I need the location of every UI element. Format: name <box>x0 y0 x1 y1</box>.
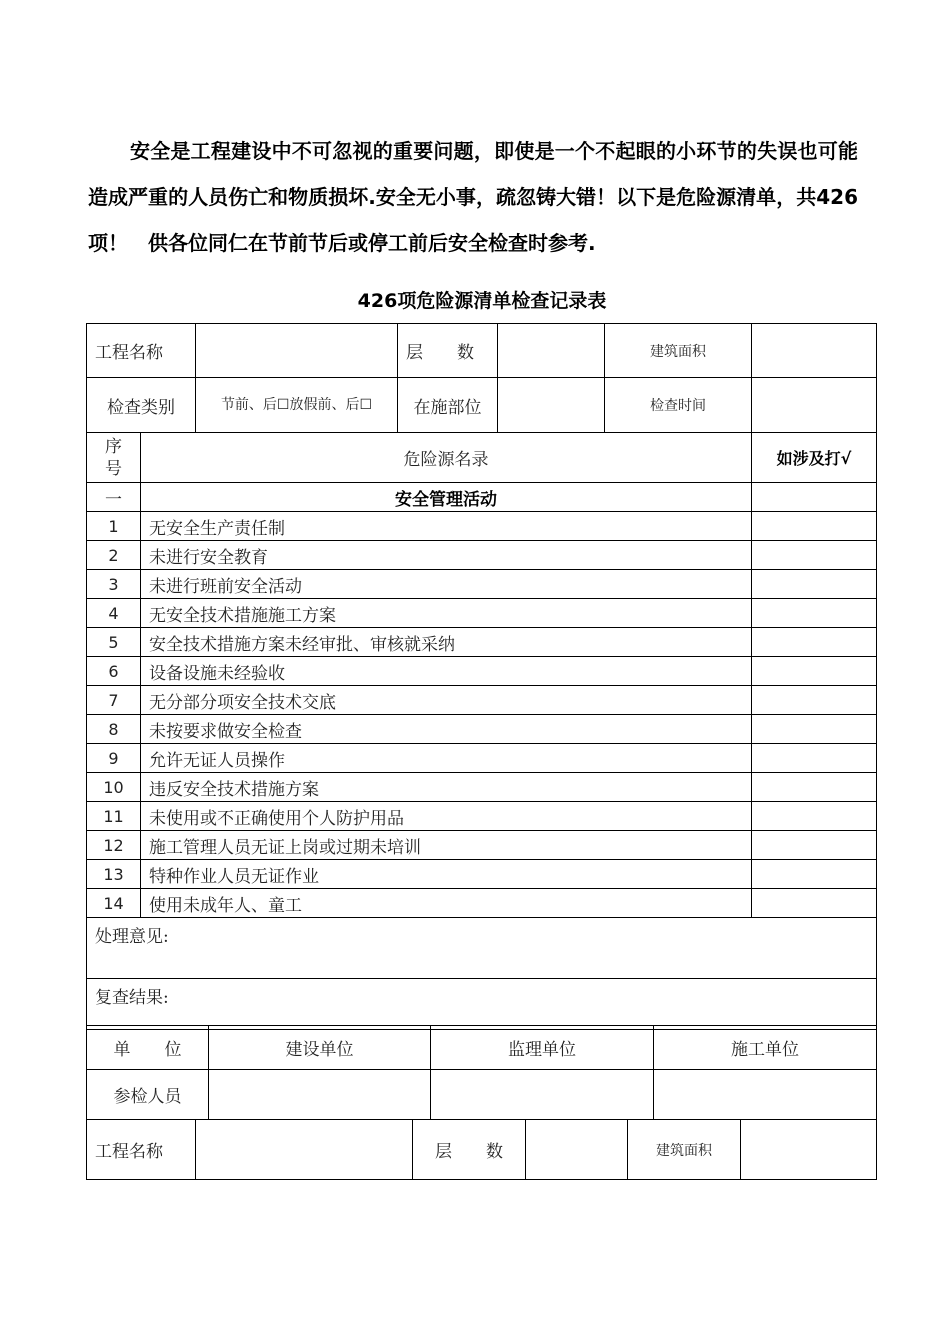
floors-field[interactable] <box>498 324 605 378</box>
contractor-inspector-field[interactable] <box>654 1070 877 1120</box>
floors-label: 层 数 <box>398 324 498 378</box>
item-mark-cell[interactable] <box>752 541 877 570</box>
item-text: 安全技术措施方案未经审批、审核就采纳 <box>141 628 752 657</box>
supervisor-label: 监理单位 <box>431 1026 654 1070</box>
table-row <box>87 860 877 889</box>
recheck-field[interactable]: 复查结果: <box>87 979 877 1030</box>
item-text: 未按要求做安全检查 <box>141 715 752 744</box>
owner-inspector-field[interactable] <box>209 1070 431 1120</box>
item-number: 3 <box>87 570 141 599</box>
mark-header: 如涉及打√ <box>752 433 877 483</box>
supervisor-inspector-field[interactable] <box>431 1070 654 1120</box>
item-mark-cell[interactable] <box>752 512 877 541</box>
intro-text: 安全是工程建设中不可忽视的重要问题，即使是一个不起眼的小环节的失误也可能造成严重的人员伤亡和物质损坏.安全无小事，疏忽铸大错！以下是危险源清单，共426项！ 供各位同仁在节前节后或停工前后安全检查时参考. <box>88 139 858 255</box>
table-row <box>87 570 877 599</box>
inspectors-label: 参检人员 <box>87 1070 209 1120</box>
bottom-floors-field[interactable] <box>526 1120 628 1180</box>
floor-area-label: 建筑面积 <box>605 324 752 378</box>
item-mark-cell[interactable] <box>752 860 877 889</box>
bottom-floor-area-label: 建筑面积 <box>628 1120 741 1180</box>
bottom-floor-area-field[interactable] <box>741 1120 877 1180</box>
item-number: 9 <box>87 744 141 773</box>
floor-area-field[interactable] <box>752 324 877 378</box>
units-table <box>86 1025 877 1120</box>
section-number: 一 <box>87 483 141 512</box>
construction-owner-label: 建设单位 <box>209 1026 431 1070</box>
table-row <box>87 889 877 918</box>
item-text: 设备设施未经验收 <box>141 657 752 686</box>
intro-paragraph <box>88 128 858 266</box>
item-mark-cell[interactable] <box>752 889 877 918</box>
check-time-field[interactable] <box>752 378 877 433</box>
item-mark-cell[interactable] <box>752 715 877 744</box>
item-text: 无安全生产责任制 <box>141 512 752 541</box>
hazard-table <box>86 432 877 1030</box>
item-mark-cell[interactable] <box>752 773 877 802</box>
section-name: 安全管理活动 <box>141 483 752 512</box>
item-mark-cell[interactable] <box>752 831 877 860</box>
item-mark-cell[interactable] <box>752 570 877 599</box>
table-row <box>87 599 877 628</box>
project-name-field[interactable] <box>196 324 398 378</box>
item-number: 2 <box>87 541 141 570</box>
item-text: 无安全技术措施施工方案 <box>141 599 752 628</box>
item-number: 5 <box>87 628 141 657</box>
item-mark-cell[interactable] <box>752 628 877 657</box>
table-row <box>87 686 877 715</box>
item-text: 违反安全技术措施方案 <box>141 773 752 802</box>
bottom-header-table <box>86 1119 877 1180</box>
contractor-label: 施工单位 <box>654 1026 877 1070</box>
item-number: 1 <box>87 512 141 541</box>
section-mark-cell[interactable] <box>752 483 877 512</box>
location-field[interactable] <box>498 378 605 433</box>
item-text: 未进行安全教育 <box>141 541 752 570</box>
item-mark-cell[interactable] <box>752 744 877 773</box>
item-text: 施工管理人员无证上岗或过期未培训 <box>141 831 752 860</box>
table-row <box>87 541 877 570</box>
item-mark-cell[interactable] <box>752 802 877 831</box>
item-text: 无分部分项安全技术交底 <box>141 686 752 715</box>
item-number: 11 <box>87 802 141 831</box>
table-row <box>87 657 877 686</box>
item-number: 8 <box>87 715 141 744</box>
item-text: 未进行班前安全活动 <box>141 570 752 599</box>
item-text: 未使用或不正确使用个人防护用品 <box>141 802 752 831</box>
check-type-label: 检查类别 <box>87 378 196 433</box>
opinion-field[interactable]: 处理意见: <box>87 918 877 979</box>
table-row <box>87 831 877 860</box>
bottom-floors-label: 层 数 <box>413 1120 526 1180</box>
name-header: 危险源名录 <box>141 433 752 483</box>
section-row <box>87 483 877 512</box>
form-title: 426项危险源清单检查记录表 <box>357 290 607 312</box>
table-row <box>87 628 877 657</box>
item-number: 6 <box>87 657 141 686</box>
check-time-label: 检查时间 <box>605 378 752 433</box>
item-text: 特种作业人员无证作业 <box>141 860 752 889</box>
item-number: 4 <box>87 599 141 628</box>
column-header-row <box>87 433 877 483</box>
item-number: 13 <box>87 860 141 889</box>
table-row <box>87 744 877 773</box>
item-mark-cell[interactable] <box>752 599 877 628</box>
table-row <box>87 512 877 541</box>
table-row <box>87 802 877 831</box>
bottom-project-name-field[interactable] <box>196 1120 413 1180</box>
bottom-project-name-label: 工程名称 <box>87 1120 196 1180</box>
header-table <box>86 323 877 433</box>
item-number: 10 <box>87 773 141 802</box>
item-text: 允许无证人员操作 <box>141 744 752 773</box>
item-number: 12 <box>87 831 141 860</box>
unit-label: 单 位 <box>87 1026 209 1070</box>
table-row <box>87 773 877 802</box>
project-name-label: 工程名称 <box>87 324 196 378</box>
item-mark-cell[interactable] <box>752 686 877 715</box>
item-number: 7 <box>87 686 141 715</box>
seq-header: 序号 <box>87 433 141 483</box>
location-label: 在施部位 <box>398 378 498 433</box>
item-mark-cell[interactable] <box>752 657 877 686</box>
table-row <box>87 715 877 744</box>
check-type-options[interactable]: 节前、后☐放假前、后☐ <box>196 378 398 433</box>
item-text: 使用未成年人、童工 <box>141 889 752 918</box>
item-number: 14 <box>87 889 141 918</box>
